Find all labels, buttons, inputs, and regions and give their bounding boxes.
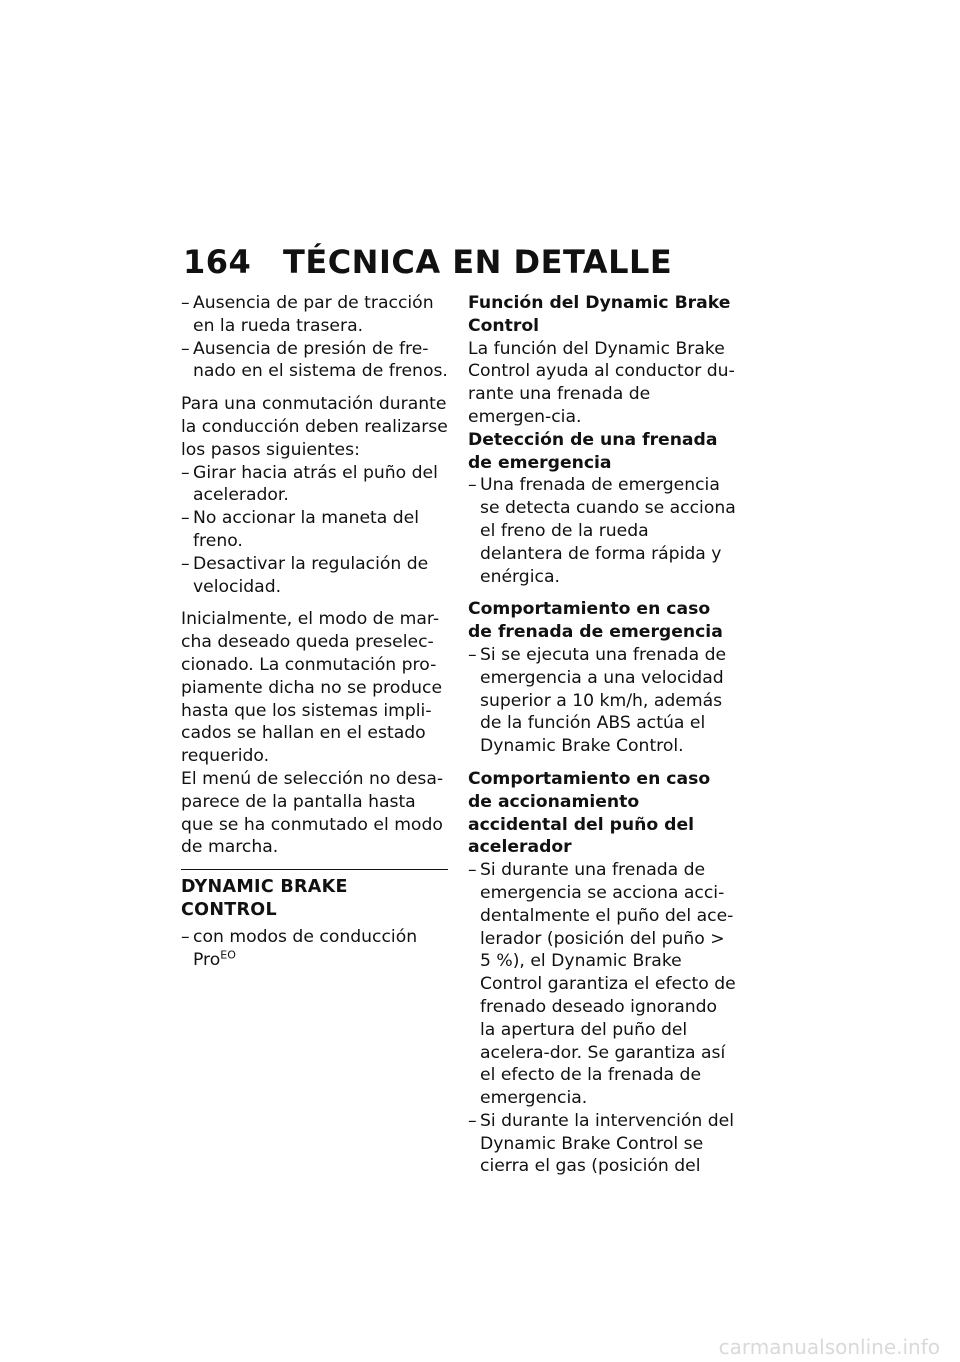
list-item: – No accionar la maneta del freno.: [181, 507, 453, 553]
model-superscript: EO: [220, 947, 236, 961]
list-item: – Ausencia de par de tracción en la rueda trasera.: [181, 292, 453, 338]
list-item: – Si durante una frenada de emergencia se acciona acci-dentalmente el puño del ace-lerador (posición del puño > 5 %), el Dynamic Brake Control garantiza el efecto de frenado deseado ignorando la apertura del puño del acelera-dor. Se garantiza así el efecto de la frenada de emergencia.: [468, 859, 736, 1110]
list-item: – Girar hacia atrás el puño del acelerador.: [181, 462, 453, 508]
page-header: [183, 243, 672, 281]
paragraph: El menú de selección no desa-parece de la pantalla hasta que se ha conmutado el modo de marcha.: [181, 768, 444, 858]
subheading: Comportamiento en caso de frenada de emergencia: [468, 599, 723, 643]
paragraph: Inicialmente, el modo de mar-cha deseado queda preselec-cionado. La conmutación pro-piamente dicha no se produce hasta que los sistemas impli-cados se hallan en el estado requerido.: [181, 609, 443, 767]
list-item: – Si durante la intervención del Dynamic Brake Control se cierra el gas (posición del: [468, 1110, 736, 1178]
list-item: – Ausencia de presión de fre-nado en el sistema de frenos.: [181, 338, 453, 384]
subheading: Comportamiento en caso de accionamiento accidental del puño del acelerador: [468, 768, 711, 858]
subheading: Detección de una frenada de emergencia: [468, 429, 718, 473]
list-item: – Desactivar la regulación de velocidad.: [181, 553, 453, 599]
chapter-title: TÉCNICA EN DETALLE: [283, 243, 673, 281]
section-divider: [181, 869, 448, 922]
section-title: DYNAMIC BRAKE CONTROL: [181, 877, 348, 920]
paragraph: La función del Dynamic Brake Control ayuda al conductor du-rante una frenada de emergen-cia.: [468, 338, 735, 427]
left-column: [181, 292, 453, 971]
paragraph: Para una conmutación durante la conducción deben realizarse los pasos siguientes:: [181, 394, 448, 460]
subheading: Función del Dynamic Brake Control: [468, 293, 731, 336]
page-number: 164: [183, 243, 252, 281]
right-column: [468, 292, 736, 1178]
list-item: – con modos de conducción Pro$^{EO}$: [181, 926, 453, 972]
watermark: carmanualsonline.info: [718, 1335, 940, 1359]
list-item: – Si se ejecuta una frenada de emergencia a una velocidad superior a 10 km/h, además de la función ABS actúa el Dynamic Brake Control.: [468, 644, 736, 758]
list-item: – Una frenada de emergencia se detecta cuando se acciona el freno de la rueda delantera de forma rápida y enérgica.: [468, 474, 736, 588]
